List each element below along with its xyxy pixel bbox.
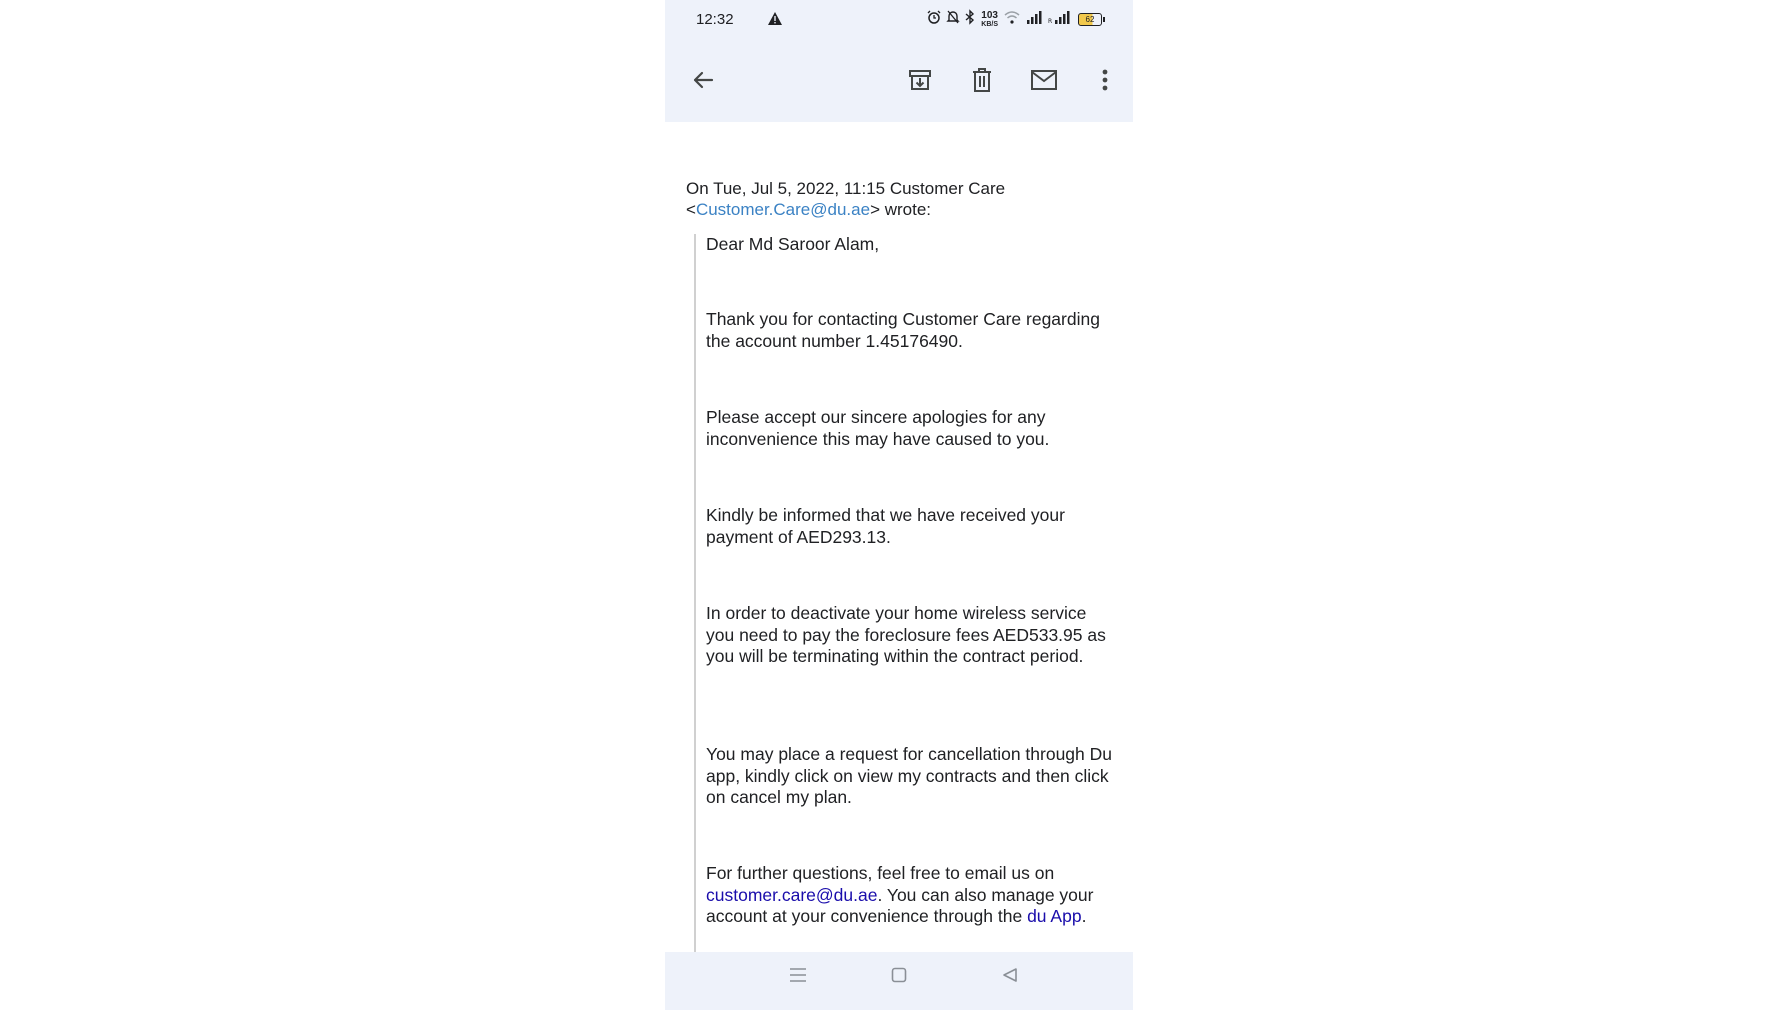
email-toolbar [665,40,1133,122]
battery-icon: 62 [1078,13,1105,26]
sender-email-link[interactable]: Customer.Care@du.ae [695,200,871,219]
email-body [665,122,1133,952]
home-square-icon[interactable] [886,962,912,988]
paragraph-contact: For further questions, feel free to email us on customer.care@du.ae. You can also manage your account at your convenience through the du App. [706,863,1094,926]
paragraph-account: Thank you for contacting Customer Care regarding the account number 1.45176490. [706,309,1100,351]
status-icons [927,10,1105,29]
paragraph-apology: Please accept our sincere apologies for any inconvenience this may have caused to you. [706,407,1050,449]
paragraph-deactivation: In order to deactivate your home wireless service you need to pay the foreclosure fees AED533.95 as you will be terminating within the contract period. [706,603,1106,666]
support-email-link[interactable]: customer.care@du.ae [706,884,878,905]
system-nav-bar [665,952,1133,1010]
alarm-icon [927,10,941,29]
delete-icon[interactable] [964,62,1000,98]
paragraph-cancellation: You may place a request for cancellation through Du app, kindly click on view my contracts and then click on cancel my plan. [706,744,1112,807]
bluetooth-icon [965,10,975,29]
status-bar [665,0,1133,40]
paragraph-payment: Kindly be informed that we have received your payment of AED293.13. [706,505,1065,547]
status-time: 12:32 [696,11,734,28]
signal-roaming-icon [1048,11,1072,29]
signal-icon [1026,11,1042,29]
recents-menu-icon[interactable] [785,962,811,988]
warning-icon [768,12,782,30]
quote-header: On Tue, Jul 5, 2022, 11:15 Customer Care <Customer.Care@du.ae> wrote: [686,179,1006,219]
more-options-icon[interactable] [1087,62,1123,98]
back-arrow-icon[interactable] [685,62,721,98]
archive-icon[interactable] [902,62,938,98]
bell-muted-icon [947,10,959,29]
network-speed: 103 KB/S [981,10,998,28]
mark-unread-icon[interactable] [1026,62,1062,98]
quoted-message [694,234,1116,994]
wifi-icon [1004,11,1020,29]
back-triangle-icon[interactable] [997,962,1023,988]
du-app-link[interactable]: du App [1027,906,1082,926]
phone-screen [665,0,1133,1000]
svg-text:R: R [1048,17,1053,25]
greeting: Dear Md Saroor Alam, [706,234,880,254]
